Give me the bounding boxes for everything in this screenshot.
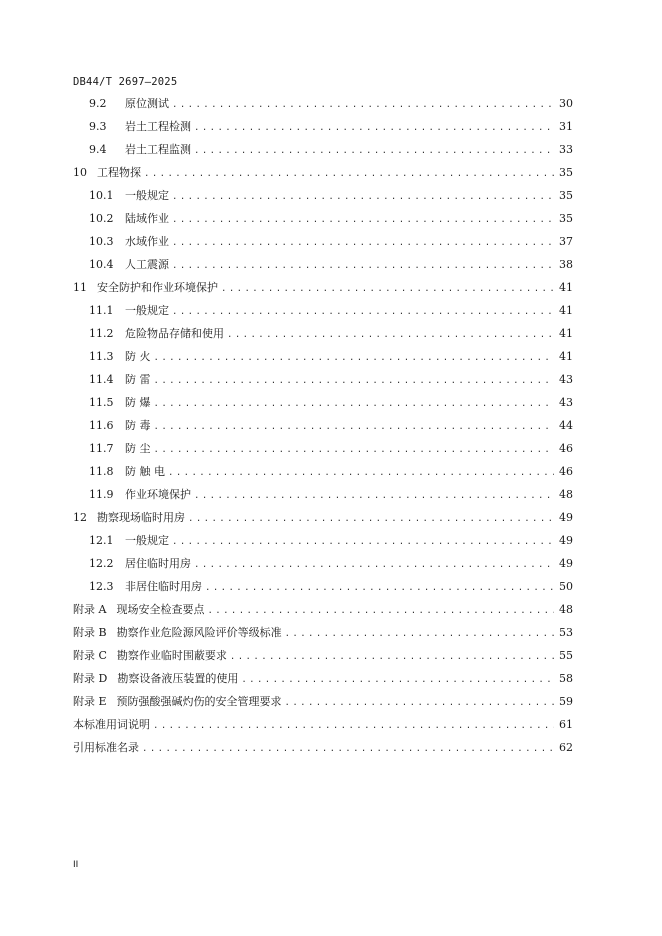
toc-entry-page: 49	[559, 557, 573, 570]
toc-entry[interactable]	[73, 368, 573, 391]
dot-leader	[172, 232, 554, 255]
toc-entry-page: 31	[559, 120, 573, 133]
toc-entry[interactable]	[73, 207, 573, 230]
toc-entry-title: 一般规定	[125, 304, 169, 317]
toc-entry-number: 11.7	[89, 442, 114, 455]
dot-leader	[153, 715, 554, 738]
toc-entry-title: 安全防护和作业环境保护	[97, 281, 218, 294]
toc-entry-number: 9.4	[89, 143, 107, 156]
toc-entry[interactable]	[73, 92, 573, 115]
toc-entry-title: 工程物探	[97, 166, 141, 179]
toc-entry[interactable]	[73, 690, 573, 713]
toc-entry-page: 48	[559, 488, 573, 501]
toc-entry-title: 居住临时用房	[125, 557, 191, 570]
toc-entry-page: 43	[559, 396, 573, 409]
toc-entry[interactable]	[73, 391, 573, 414]
toc-entry-page: 49	[559, 511, 573, 524]
toc-entry-number: 11.2	[89, 327, 114, 340]
toc-entry-page: 41	[559, 304, 573, 317]
toc-entry[interactable]	[73, 460, 573, 483]
toc-entry-title: 预防强酸强碱灼伤的安全管理要求	[116, 695, 282, 708]
toc-entry[interactable]	[73, 621, 573, 644]
dot-leader	[227, 324, 554, 347]
toc-entry-number: 12	[73, 511, 87, 524]
toc-entry-number: 12.3	[89, 580, 114, 593]
toc-entry[interactable]	[73, 575, 573, 598]
toc-entry[interactable]	[73, 161, 573, 184]
toc-entry-title: 陆域作业	[125, 212, 169, 225]
dot-leader	[285, 623, 554, 646]
toc-entry-page: 41	[559, 350, 573, 363]
toc-entry-number: 10.2	[89, 212, 114, 225]
toc-entry-title: 防 火	[125, 350, 151, 363]
toc-entry-number: 附录 D	[73, 672, 108, 685]
toc-entry-number: 11.8	[89, 465, 114, 478]
toc-entry-number: 9.3	[89, 120, 107, 133]
toc-entry-title: 勘察设备液压装置的使用	[117, 672, 239, 685]
toc-entry[interactable]	[73, 713, 573, 736]
toc-entry[interactable]	[73, 138, 573, 161]
toc-entry-number: 10	[73, 166, 87, 179]
toc-entry-number: 10.4	[89, 258, 114, 271]
dot-leader	[172, 209, 554, 232]
dot-leader	[154, 393, 555, 416]
toc-entry-number: 11.6	[89, 419, 114, 432]
toc-entry-title: 防 爆	[125, 396, 151, 409]
toc-entry[interactable]	[73, 345, 573, 368]
toc-entry[interactable]	[73, 276, 573, 299]
toc-entry-page: 38	[559, 258, 573, 271]
toc-entry-title: 勘察作业危险源风险评价等级标准	[116, 626, 282, 639]
dot-leader	[172, 255, 554, 278]
toc-entry-page: 30	[559, 97, 573, 110]
dot-leader	[172, 301, 554, 324]
toc-entry[interactable]	[73, 644, 573, 667]
dot-leader	[230, 646, 554, 669]
toc-entry-page: 50	[559, 580, 573, 593]
toc-entry[interactable]	[73, 437, 573, 460]
toc-entry-number: 附录 C	[73, 649, 107, 662]
toc-entry-number: 10.3	[89, 235, 114, 248]
toc-entry-number: 9.2	[89, 97, 107, 110]
toc-entry[interactable]	[73, 598, 573, 621]
toc-entry-page: 35	[559, 166, 573, 179]
toc-entry[interactable]	[73, 736, 573, 759]
dot-leader	[241, 669, 554, 692]
dot-leader	[154, 347, 555, 370]
toc-entry-page: 53	[559, 626, 573, 639]
toc-entry-number: 11.1	[89, 304, 114, 317]
dot-leader	[194, 117, 554, 140]
toc-entry[interactable]	[73, 322, 573, 345]
dot-leader	[142, 738, 554, 761]
dot-leader	[205, 577, 554, 600]
toc-entry-title: 防 触 电	[125, 465, 165, 478]
toc-entry[interactable]	[73, 506, 573, 529]
dot-leader	[194, 554, 554, 577]
toc-entry[interactable]	[73, 253, 573, 276]
toc-entry-page: 46	[559, 442, 573, 455]
dot-leader	[194, 485, 554, 508]
toc-entry[interactable]	[73, 529, 573, 552]
toc-entry-title: 非居住临时用房	[125, 580, 202, 593]
dot-leader	[172, 94, 554, 117]
toc-entry-number: 附录 B	[73, 626, 107, 639]
toc-entry-number: 附录 E	[73, 695, 107, 708]
toc-entry-number: 11.4	[89, 373, 114, 386]
toc-entry-page: 44	[559, 419, 573, 432]
toc-entry[interactable]	[73, 414, 573, 437]
toc-entry-title: 原位测试	[125, 97, 169, 110]
toc-entry-page: 35	[559, 189, 573, 202]
toc-entry-page: 41	[559, 281, 573, 294]
toc-entry-title: 防 尘	[125, 442, 151, 455]
dot-leader	[188, 508, 554, 531]
toc-entry-page: 37	[559, 235, 573, 248]
toc-entry-title: 一般规定	[125, 534, 169, 547]
toc-entry-page: 62	[559, 741, 573, 754]
toc-entry-title: 勘察作业临时围蔽要求	[116, 649, 227, 662]
dot-leader	[144, 163, 554, 186]
toc-entry[interactable]	[73, 230, 573, 253]
dot-leader	[194, 140, 554, 163]
dot-leader	[285, 692, 554, 715]
toc-entry-page: 33	[559, 143, 573, 156]
toc-entry[interactable]	[73, 552, 573, 575]
toc-entry-number: 11	[73, 281, 87, 294]
toc-entry-page: 55	[559, 649, 573, 662]
toc-entry-number: 附录 A	[73, 603, 107, 616]
dot-leader	[172, 186, 554, 209]
toc-entry-number: 12.1	[89, 534, 114, 547]
toc-entry-title: 引用标准名录	[73, 741, 139, 754]
dot-leader	[207, 600, 554, 623]
toc-entry-title: 危险物品存储和使用	[125, 327, 224, 340]
toc-entry-title: 人工震源	[125, 258, 169, 271]
toc-entry-number: 10.1	[89, 189, 114, 202]
toc-entry-title: 水域作业	[125, 235, 169, 248]
dot-leader	[221, 278, 554, 301]
toc-entry-title: 勘察现场临时用房	[97, 511, 185, 524]
toc-entry[interactable]	[73, 299, 573, 322]
dot-leader	[154, 439, 555, 462]
toc-entry-page: 61	[559, 718, 573, 731]
document-code-header: DB44/T 2697—2025	[73, 76, 178, 88]
toc-entry-title: 作业环境保护	[125, 488, 191, 501]
toc-entry-title: 防 雷	[125, 373, 151, 386]
toc-entry-title: 岩土工程检测	[125, 120, 191, 133]
toc-entry-number: 11.9	[89, 488, 114, 501]
toc-entry-title: 岩土工程监测	[125, 143, 191, 156]
toc-entry-page: 58	[559, 672, 573, 685]
toc-entry-number: 11.5	[89, 396, 114, 409]
toc-entry-title: 防 毒	[125, 419, 151, 432]
toc-entry-page: 41	[559, 327, 573, 340]
page-number: II	[73, 860, 79, 870]
dot-leader	[154, 370, 555, 393]
toc-entry-title: 一般规定	[125, 189, 169, 202]
dot-leader	[154, 416, 555, 439]
toc-entry-title: 现场安全检查要点	[116, 603, 205, 616]
toc-entry-page: 49	[559, 534, 573, 547]
dot-leader	[172, 531, 554, 554]
toc-entry-page: 48	[559, 603, 573, 616]
toc-entry[interactable]	[73, 483, 573, 506]
toc-entry-number: 11.3	[89, 350, 114, 363]
toc-entry[interactable]	[73, 667, 573, 690]
toc-entry-page: 59	[559, 695, 573, 708]
toc-entry[interactable]	[73, 184, 573, 207]
toc-entry-number: 12.2	[89, 557, 114, 570]
toc-entry-page: 43	[559, 373, 573, 386]
dot-leader	[168, 462, 554, 485]
toc-entry[interactable]	[73, 115, 573, 138]
toc-entry-page: 46	[559, 465, 573, 478]
toc-entry-page: 35	[559, 212, 573, 225]
toc-entry-title: 本标准用词说明	[73, 718, 150, 731]
table-of-contents	[73, 92, 573, 759]
